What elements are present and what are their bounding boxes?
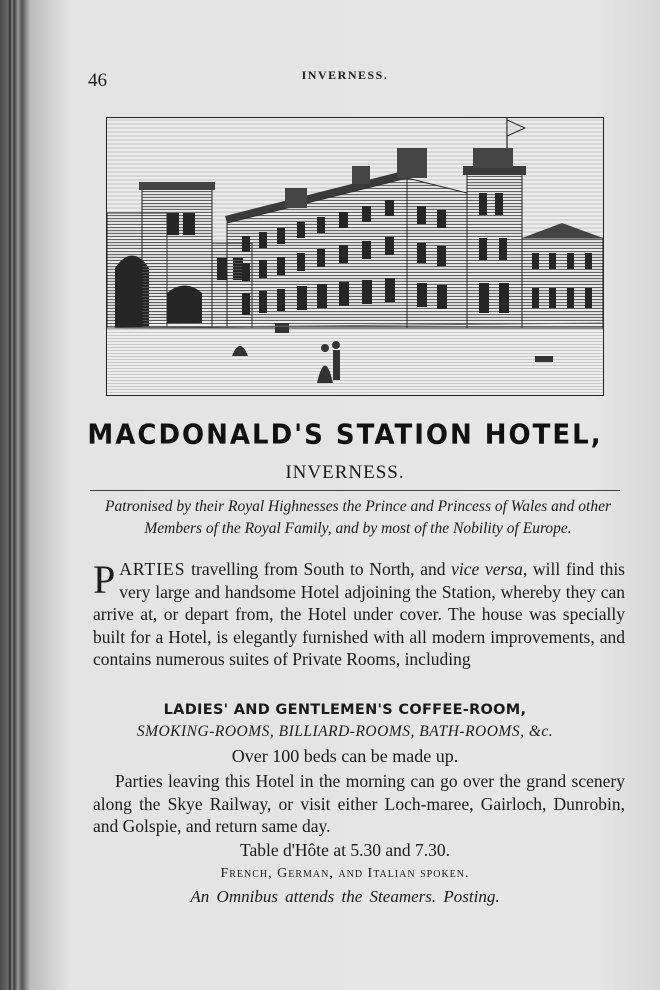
page-number: 46 — [88, 70, 107, 91]
divider-rule — [90, 490, 620, 491]
city-name: INVERNESS. — [285, 462, 405, 483]
running-head: INVERNESS. — [301, 68, 389, 82]
book-page — [30, 0, 660, 990]
description-paragraph — [93, 558, 625, 671]
beds-line: Over 100 beds can be made up. — [231, 746, 459, 766]
paragraph-lead-word: ARTIES — [119, 559, 186, 579]
paragraph-text: travelling from South to North, and — [185, 559, 452, 579]
languages-line: French, German, and Italian spoken. — [220, 866, 470, 881]
italic-phrase: vice versa — [451, 559, 523, 579]
table-dhote-line: Table d'Hôte at 5.30 and 7.30. — [240, 840, 450, 860]
hotel-name-heading: MACDONALD'S STATION HOTEL, — [87, 419, 603, 451]
excursions-paragraph: Parties leaving this Hotel in the morning can go over the grand scenery along the Skye Railway, or visit either Loch-maree, Gairloch, Dunrobin, and Golspie, and return same day. — [93, 771, 625, 836]
patronage-statement: Patronised by their Royal Highnesses the Prince and Princess of Wales and other Members of the Royal Family, and by most of the Nobility of Europe. — [105, 498, 611, 537]
hotel-engraving-image — [106, 117, 604, 396]
book-binding — [0, 0, 30, 990]
paragraph-text-cont: , will find this very large and handsome Hotel adjoining the Station, whereby they can arrive at, or depart from, the Hotel under cover. The house was specially built for a Hotel, is elegantly furnished with all modern improvements, and contains numerous suites of Private Rooms, including — [93, 559, 625, 669]
drop-cap: P — [93, 557, 116, 602]
coffee-room-line: LADIES' AND GENTLEMEN'S COFFEE-ROOM, — [163, 702, 527, 718]
omnibus-line: An Omnibus attends the Steamers. Posting. — [190, 887, 500, 906]
rooms-line: SMOKING-ROOMS, BILLIARD-ROOMS, BATH-ROOMS, &c. — [136, 723, 554, 740]
